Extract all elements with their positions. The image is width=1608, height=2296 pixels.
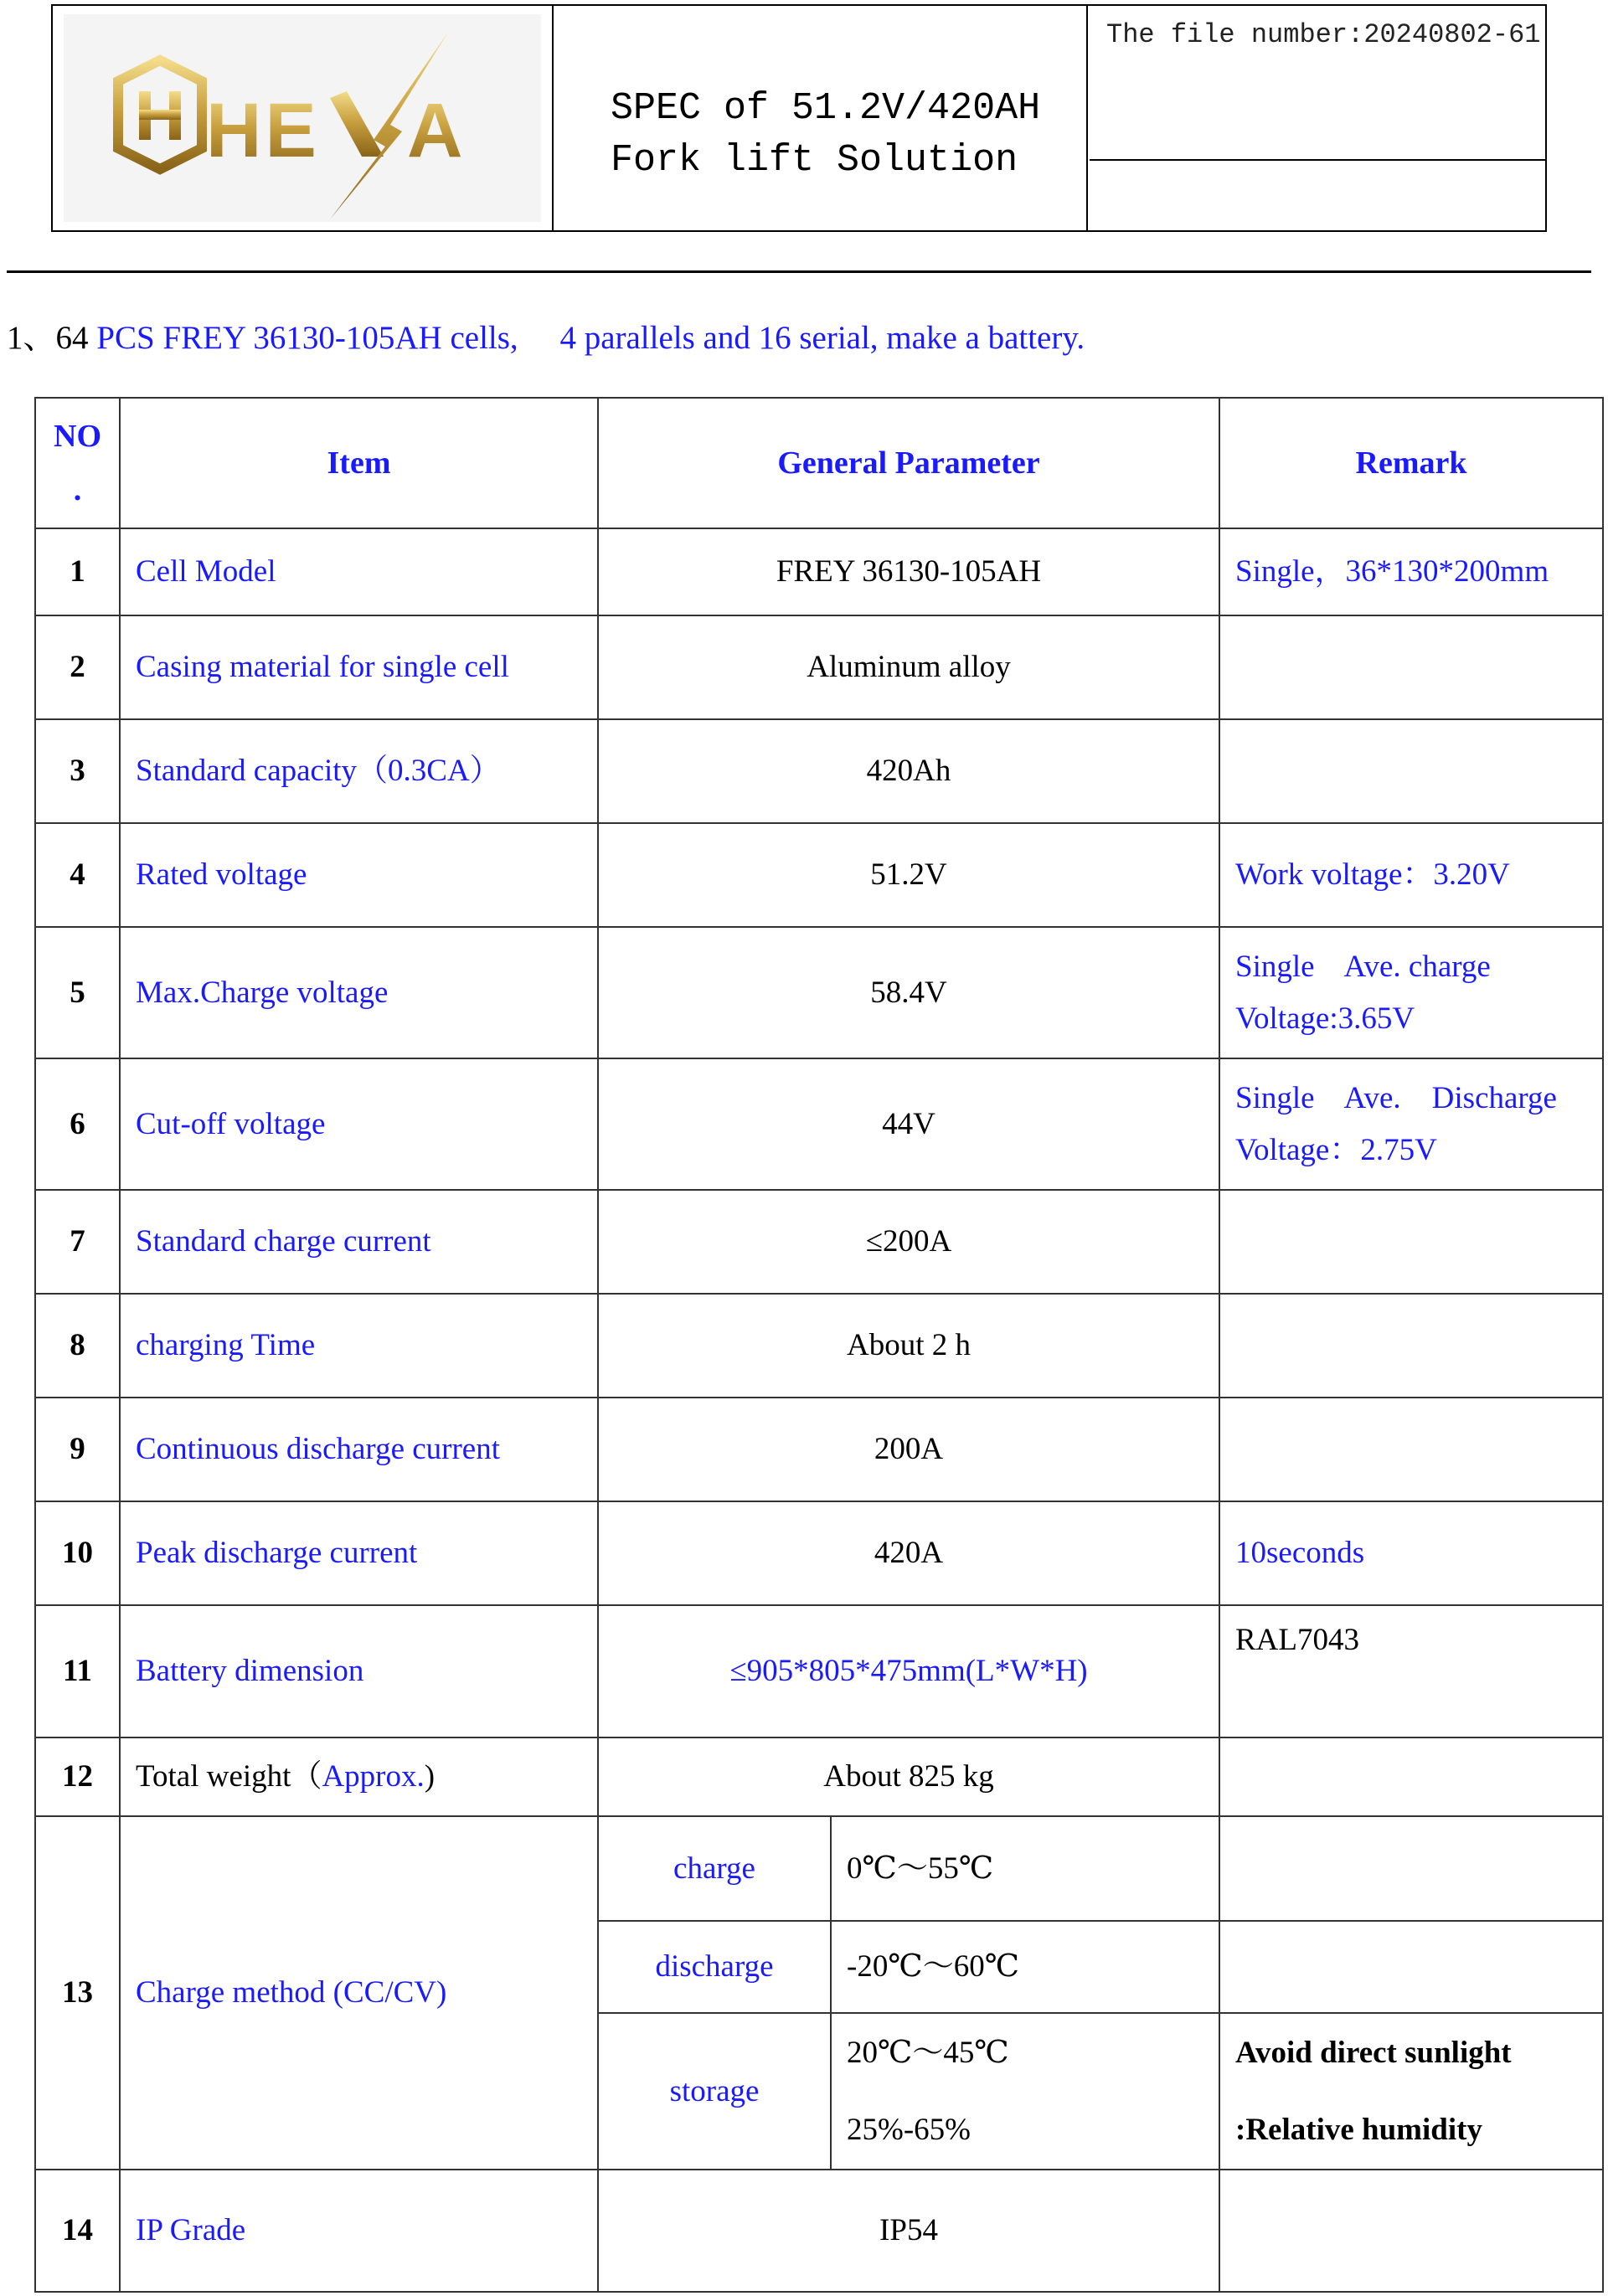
intro-line — [7, 311, 1085, 358]
file-number: The file number:20240802-61 — [1090, 6, 1547, 161]
row-param: 420A — [598, 1501, 1219, 1605]
header-param: General Parameter — [598, 398, 1219, 528]
row-param: 51.2V — [598, 823, 1219, 927]
table-header-row — [35, 398, 1603, 528]
file-number-cell — [1090, 6, 1547, 230]
sub-value-storage: 20℃～45℃ 25%-65% — [831, 2013, 1219, 2170]
row-remark: 10seconds — [1219, 1501, 1603, 1605]
row-remark: Single Ave. Discharge Voltage：2.75V — [1219, 1058, 1603, 1190]
row-param: IP54 — [598, 2170, 1219, 2292]
row-remark — [1219, 719, 1603, 823]
sub-value-charge: 0℃～55℃ — [831, 1816, 1219, 1921]
row-remark — [1219, 1294, 1603, 1398]
header-no: NO . — [35, 398, 120, 528]
row-remark — [1219, 1398, 1603, 1501]
row-remark — [1219, 615, 1603, 719]
header-divider — [7, 270, 1591, 273]
sub-remark-discharge — [1219, 1921, 1603, 2013]
row-item: charging Time — [120, 1294, 598, 1398]
row-item: Cell Model — [120, 528, 598, 615]
row-no: 12 — [35, 1737, 120, 1816]
row-no: 6 — [35, 1058, 120, 1190]
row-param: FREY 36130-105AH — [598, 528, 1219, 615]
table-row — [35, 2170, 1603, 2292]
row-remark: Single Ave. charge Voltage:3.65V — [1219, 927, 1603, 1058]
document-title — [552, 6, 1088, 230]
row-item: Peak discharge current — [120, 1501, 598, 1605]
row-param: ≤905*805*475mm(L*W*H) — [598, 1605, 1219, 1737]
row-no: 4 — [35, 823, 120, 927]
title-line-2: Fork lift Solution — [611, 139, 1018, 182]
table-row — [35, 1058, 1603, 1190]
row-no: 1 — [35, 528, 120, 615]
hexa-logo-graphic — [64, 14, 541, 222]
header-remark: Remark — [1219, 398, 1603, 528]
row-param: 58.4V — [598, 927, 1219, 1058]
row-item: Standard capacity（0.3CA） — [120, 719, 598, 823]
row-no: 14 — [35, 2170, 120, 2292]
row-item: Casing material for single cell — [120, 615, 598, 719]
table-row — [35, 528, 1603, 615]
row-item: Cut-off voltage — [120, 1058, 598, 1190]
sub-label-charge: charge — [598, 1816, 831, 1921]
row-no: 5 — [35, 927, 120, 1058]
row-param: ≤200A — [598, 1190, 1219, 1294]
table-row — [35, 927, 1603, 1058]
logo-cell — [53, 6, 554, 230]
title-line-1: SPEC of 51.2V/420AH — [611, 87, 1041, 130]
row-item: Battery dimension — [120, 1605, 598, 1737]
row-item: Continuous discharge current — [120, 1398, 598, 1501]
table-row — [35, 1398, 1603, 1501]
table-row — [35, 1737, 1603, 1816]
sub-remark-storage: Avoid direct sunlight :Relative humidity — [1219, 2013, 1603, 2170]
table-row — [35, 1294, 1603, 1398]
row-no: 8 — [35, 1294, 120, 1398]
table-row — [35, 615, 1603, 719]
table-row — [35, 823, 1603, 927]
row-item: Total weight（Approx.) — [120, 1737, 598, 1816]
table-row — [35, 719, 1603, 823]
row-no: 10 — [35, 1501, 120, 1605]
row-item: Charge method (CC/CV) — [120, 1816, 598, 2170]
table-row — [35, 1190, 1603, 1294]
row-param: About 2 h — [598, 1294, 1219, 1398]
table-row — [35, 1501, 1603, 1605]
table-row — [35, 1816, 1603, 1921]
row-no: 7 — [35, 1190, 120, 1294]
row-remark — [1219, 2170, 1603, 2292]
sub-value-discharge: -20℃～60℃ — [831, 1921, 1219, 2013]
table-row — [35, 1605, 1603, 1737]
svg-text:HE: HE — [206, 88, 320, 173]
row-remark: RAL7043 — [1219, 1605, 1603, 1737]
row-item: IP Grade — [120, 2170, 598, 2292]
intro-part-1: PCS FREY 36130-105AH cells, — [96, 320, 518, 356]
sub-remark-charge — [1219, 1816, 1603, 1921]
row-param: 200A — [598, 1398, 1219, 1501]
row-no: 9 — [35, 1398, 120, 1501]
spec-table — [34, 397, 1604, 2293]
row-param: Aluminum alloy — [598, 615, 1219, 719]
row-param: 420Ah — [598, 719, 1219, 823]
row-item: Rated voltage — [120, 823, 598, 927]
header-item: Item — [120, 398, 598, 528]
row-remark: Single，36*130*200mm — [1219, 528, 1603, 615]
row-item: Standard charge current — [120, 1190, 598, 1294]
document-header — [51, 4, 1547, 232]
row-remark — [1219, 1190, 1603, 1294]
sub-label-storage: storage — [598, 2013, 831, 2170]
row-param: About 825 kg — [598, 1737, 1219, 1816]
row-no: 3 — [35, 719, 120, 823]
row-no: 13 — [35, 1816, 120, 2170]
row-param: 44V — [598, 1058, 1219, 1190]
intro-part-2: 4 parallels and 16 serial, make a battery. — [559, 320, 1085, 356]
row-no: 11 — [35, 1605, 120, 1737]
row-remark: Work voltage：3.20V — [1219, 823, 1603, 927]
intro-prefix: 1、64 — [7, 320, 89, 356]
sub-label-discharge: discharge — [598, 1921, 831, 2013]
hexa-logo — [64, 14, 541, 222]
svg-text:A: A — [407, 88, 463, 173]
row-remark — [1219, 1737, 1603, 1816]
row-no: 2 — [35, 615, 120, 719]
row-item: Max.Charge voltage — [120, 927, 598, 1058]
